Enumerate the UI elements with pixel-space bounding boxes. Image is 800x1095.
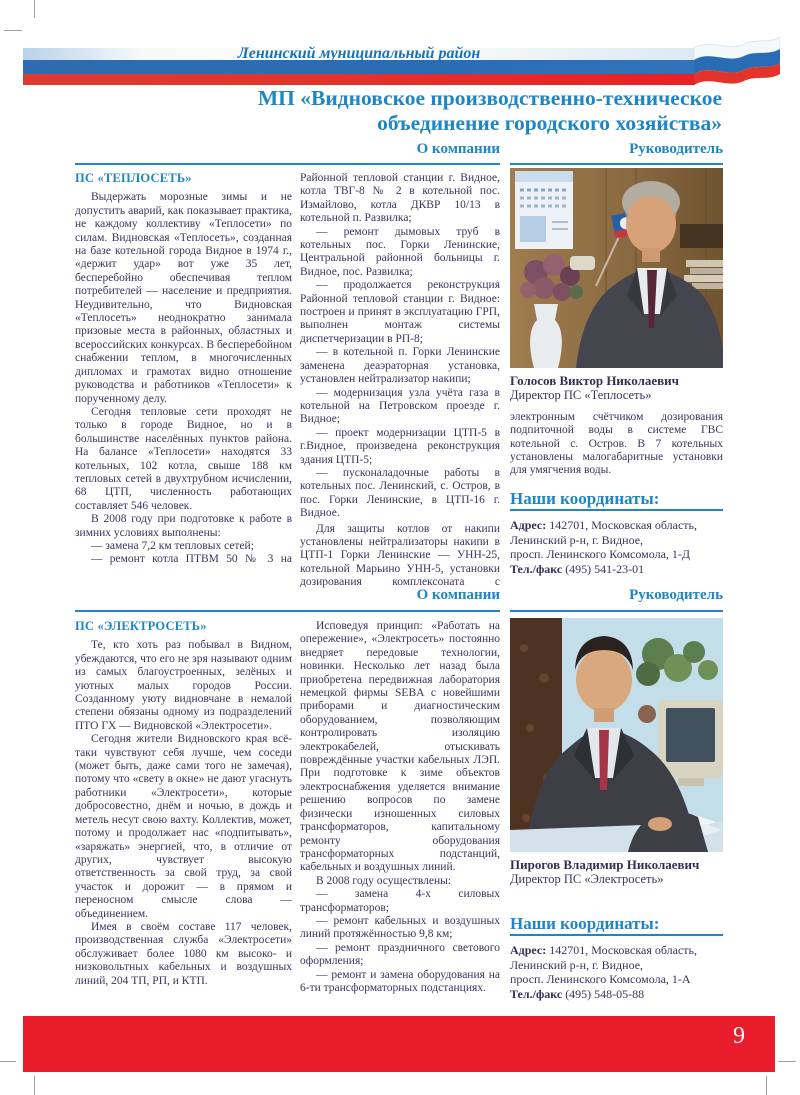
section1-leader-rule bbox=[510, 163, 723, 165]
list-item: — в котельной п. Горки Ленинские заменена деаэраторная установка, установлен нейтрализатор накипи; bbox=[300, 346, 500, 386]
address-value: 142701, Московская область, bbox=[549, 518, 698, 533]
page-title-line1: МП «Видновское производственно-техническое bbox=[257, 86, 722, 110]
phone-label: Тел./факс bbox=[510, 561, 563, 576]
teploset-contacts-heading: Наши координаты: bbox=[510, 488, 660, 508]
page-number: 9 bbox=[733, 1023, 745, 1049]
list-item: — замена 4-х силовых трансформаторов; bbox=[300, 888, 500, 914]
list-item: — ремонт кабельных и воздушных линий протяжённостью 9,8 км; bbox=[300, 914, 500, 941]
paragraph: электронным счётчиком дозирования подпиточной воды в системе ГВС котельной с. Остров. В 7 котельных установлены малогабаритные установки для умягчения воды. bbox=[510, 410, 723, 477]
teploset-director-title: Директор ПС «Теплосеть» bbox=[510, 388, 652, 403]
list-item: — замена 7,2 км тепловых сетей; bbox=[91, 539, 254, 552]
contacts-rule bbox=[510, 509, 723, 511]
elektroset-column-1 bbox=[75, 620, 292, 988]
teploset-leader-column bbox=[510, 168, 723, 576]
list-item: — ремонт дымовых труб в котельных пос. Горки Ленинские, Центральной районной больницы г. Видное, пос. Развилка; bbox=[300, 225, 500, 278]
list-item: — ремонт котла ПТВМ 50 № 3 на bbox=[91, 553, 292, 566]
paragraph: Сегодня жители Видновского края всё-таки чувствуют себя лучше, чем соседи (может быть, даже сами того не замечая), потому что «свету в окне» не дают угаснуть работники «Электросети», которые добросовестно, днём и ночью, в дождь и метель несут свою вахту. Коллектив, может, потому и продолжает нас «подпитывать», «заряжать» энергией, что, в отличие от других, чувствует высокую ответственность за свой труд, за свой участок и дорожит — в прямом и переносном смысле слова — объединением. bbox=[75, 733, 292, 920]
teploset-contacts-block bbox=[510, 518, 723, 576]
page-title-line2: объединение городского хозяйства» bbox=[377, 111, 722, 135]
address-line: просп. Ленинского Комсомола, 1-Д bbox=[510, 547, 691, 562]
paragraph: Исповедуя принцип: «Работать на опережение», «Электросеть» постоянно внедряет передовые технологии, новинки. Несколько лет назад была приобретена передвижная лаборатория немецкой фирмы SEBA с новейшими приборами и диагностическим оборудованием, позволяющим контролировать изоляцию электрокабелей, отыскивать повреждённые участки кабельных ЛЭП. При подготовке к зиме объектов электроснабжения уделяется внимание решению вопросов по замене физически изношенных силовых трансформаторов, капитальному ремонту оборудования трансформаторных подстанций, кабельных и воздушных линий. bbox=[300, 620, 500, 874]
phone-value: (495) 548-05-88 bbox=[565, 986, 645, 1001]
paragraph: Сегодня тепловые сети проходят не только в городе Видное, но и в большинстве населённых пунктов района. На балансе «Теплосети» находятся 33 котельных, 102 котла, свыше 188 км тепловых сетей в двухтрубном исчислении, 68 ЦТП, численность работающих составляет 546 человек. bbox=[75, 405, 292, 512]
list-item: — ремонт и замена оборудования на 6-ти трансформаторных подстанциях. bbox=[300, 968, 500, 994]
address-line: Ленинский р-н, г. Видное, bbox=[510, 532, 644, 547]
paragraph: В 2008 году осуществлены: bbox=[316, 874, 452, 887]
address-value: 142701, Московская область, bbox=[549, 943, 698, 958]
teploset-director-name: Голосов Виктор Николаевич bbox=[510, 373, 679, 388]
section2-leader-label: Руководитель bbox=[629, 587, 723, 603]
list-item: — модернизация узла учёта газа в котельной на Петровском проезде г. Видное; bbox=[300, 386, 500, 426]
crop-mark bbox=[34, 1076, 35, 1095]
teploset-column-1 bbox=[75, 172, 292, 567]
wall-calendar bbox=[515, 171, 573, 249]
address-line bbox=[510, 518, 723, 533]
region-name: Ленинский муниципальный район bbox=[237, 45, 481, 62]
address-label: Адрес: bbox=[510, 943, 547, 958]
phone-value: (495) 541-23-01 bbox=[565, 561, 645, 576]
list-item: — пусконаладочные работы в котельных пос. Ленинский, с. Остров, в пос. Горки Ленинские, в ЦТП-16 г. Видное. bbox=[300, 466, 500, 520]
teploset-column-2 bbox=[300, 172, 500, 590]
elektroset-leader-column bbox=[510, 618, 723, 1001]
elektroset-director-photo bbox=[510, 618, 723, 852]
section1-leader-label: Руководитель bbox=[629, 141, 723, 157]
paragraph: Выдержать морозные зимы и не допустить аварий, как показывает практика, не каждому коллективу «Теплосети» по силам. Видновская «Теплосеть», созданная на базе котельной города Видное в 1974 г., «держит удар» вот уже 35 лет, бесперебойно обеспечивая теплом потребителей — население и предприятия. Неудивительно, что Видновская «Теплосеть» неоднократно занимала призовые места в районных, областных и всероссийских конкурсах. В бесперебойном снабжении теплом, в многочисленных дипломах и грамотах видно отношение руководства и работников «Теплосети» к порученному делу. bbox=[75, 191, 292, 405]
paragraph: Имея в своём составе 117 человек, производственная служба «Электросети» обслуживает более 1080 км высоко- и низковольтных кабельных и воздушных линий, 204 ТП, РП, и КТП. bbox=[75, 920, 292, 987]
teploset-heading: ПС «ТЕПЛОСЕТЬ» bbox=[75, 171, 192, 185]
russian-flag-ribbon-end-icon bbox=[694, 34, 780, 92]
section2-leader-rule bbox=[510, 610, 723, 612]
list-item: — ремонт праздничного светового оформления; bbox=[300, 941, 500, 968]
contacts-rule bbox=[510, 934, 723, 936]
elektroset-heading: ПС «ЭЛЕКТРОСЕТЬ» bbox=[75, 619, 207, 633]
phone-line bbox=[510, 987, 723, 1002]
crop-mark bbox=[0, 1061, 16, 1062]
footer-band bbox=[23, 1016, 775, 1072]
colleague-face bbox=[638, 705, 656, 723]
paragraph: Районной тепловой станции г. Видное, котла ТВГ-8 № 2 в котельной пос. Измайлово, котла ДКВР 10/13 в котельной п. Развилка; bbox=[300, 172, 500, 225]
address-line bbox=[510, 943, 723, 958]
list-item: — продолжается реконструкция Районной тепловой станции г. Видное: построен и принят в эксплуатацию ГРП, выполнен монтаж системы диспетчеризации в РП-8; bbox=[300, 279, 500, 345]
elektroset-director-name: Пирогов Владимир Николаевич bbox=[510, 857, 700, 872]
phone-line bbox=[510, 562, 723, 577]
section1-about-label: О компании bbox=[416, 141, 500, 157]
elektroset-contacts-heading: Наши координаты: bbox=[510, 913, 660, 933]
address-label: Адрес: bbox=[510, 518, 547, 533]
elektroset-column-2 bbox=[300, 620, 500, 995]
address-line: просп. Ленинского Комсомола, 1-А bbox=[510, 972, 691, 987]
section2-about-label: О компании bbox=[416, 587, 500, 603]
paragraph: В 2008 году при подготовке к работе в зимних условиях выполнены: bbox=[75, 513, 292, 539]
paragraph: Для защиты котлов от накипи установлены нейтрализаторы накипи в ЦТП-1 Горки Ленинские — УНН-25, котельной Марьино УНН-5, установки дозирования комплексоната с bbox=[300, 522, 500, 589]
wall-socket bbox=[570, 256, 595, 270]
elektroset-director-title: Директор ПС «Электросеть» bbox=[510, 872, 664, 887]
elektroset-contacts-block bbox=[510, 943, 723, 1001]
paragraph: Те, кто хоть раз побывал в Видном, убеждаются, что его не зря называют одним из самых благоустроенных, зелёных и уютных малых городов России. Созданному уюту видновчане в немалой степени обязаны одному из подразделений ПТО ГХ — Видновской «Электросети». bbox=[75, 639, 292, 732]
crop-mark bbox=[4, 30, 22, 31]
page-title bbox=[200, 86, 722, 136]
ribbon-red-stripe bbox=[23, 74, 695, 85]
crop-mark bbox=[766, 1076, 767, 1095]
crop-mark bbox=[778, 1061, 796, 1062]
crop-mark bbox=[34, 0, 35, 18]
section2-about-rule bbox=[75, 610, 500, 612]
address-line: Ленинский р-н, г. Видное, bbox=[510, 957, 644, 972]
phone-label: Тел./факс bbox=[510, 986, 563, 1001]
teploset-director-photo bbox=[510, 168, 723, 368]
section1-about-rule bbox=[75, 163, 500, 165]
list-item: — проект модернизации ЦТП-5 в г.Видное, произведена реконструкция здания ЦТП-5; bbox=[300, 426, 500, 466]
